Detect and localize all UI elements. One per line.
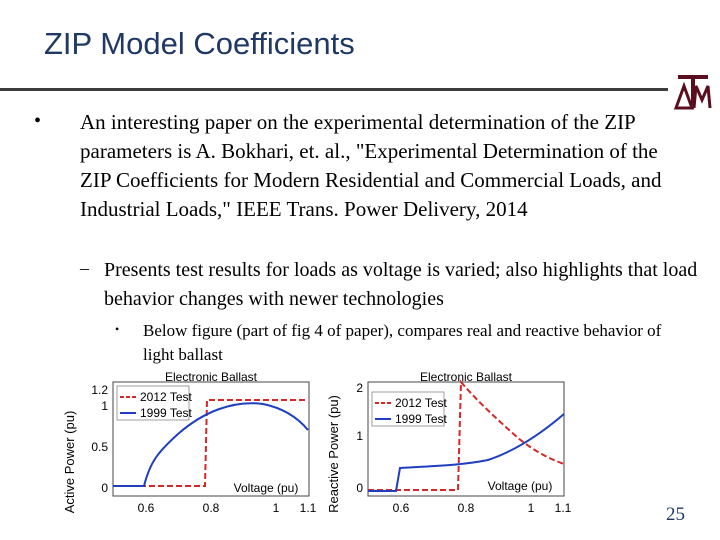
dash-bullet-icon: – — [80, 258, 89, 278]
left-xtick-3: 1.1 — [299, 501, 317, 515]
left-ytick-3: 1.2 — [91, 383, 108, 397]
right-legend-1999: 1999 Test — [395, 412, 447, 426]
left-xtick-2: 1 — [272, 501, 280, 515]
page-number: 25 — [666, 504, 685, 525]
ballast-figure — [58, 362, 588, 522]
left-xtick-1: 0.8 — [202, 501, 220, 515]
left-xtick-0: 0.6 — [137, 501, 155, 515]
left-title: Electronic Ballast — [164, 370, 258, 384]
left-panel — [62, 370, 317, 515]
left-ytick-0: 0 — [101, 481, 108, 495]
left-legend-1999: 1999 Test — [140, 406, 192, 420]
right-ylabel: Reactive Power (pu) — [326, 395, 341, 513]
left-ytick-1: 0.5 — [91, 440, 108, 454]
sub-sub-bullet-text: Below figure (part of fig 4 of paper), compares real and reactive behavior of light ballast — [143, 321, 662, 364]
right-ytick-0: 0 — [356, 481, 363, 495]
bullet-text: An interesting paper on the experimental determination of the ZIP parameters is A. Bokhari, et. al., "Experimental Determination of the ZIP Coefficients for Modern Residential and Commercial Loads, and Industrial Loads," IEEE Trans. Power Delivery, 2014 — [80, 110, 662, 221]
title-divider — [0, 88, 668, 91]
right-title: Electronic Ballast — [419, 370, 513, 384]
slide-title: ZIP Model Coefficients — [44, 26, 355, 61]
right-ytick-2: 2 — [356, 381, 363, 395]
right-xtick-3: 1.1 — [554, 501, 572, 515]
right-panel — [326, 370, 572, 515]
right-xtick-2: 1 — [527, 501, 535, 515]
left-ylabel: Active Power (pu) — [62, 410, 77, 514]
right-legend-2012: 2012 Test — [395, 396, 447, 410]
left-ytick-2: 1 — [101, 399, 108, 413]
bullet-icon: • — [34, 110, 42, 132]
right-xtick-0: 0.6 — [392, 501, 410, 515]
right-xtick-1: 0.8 — [457, 501, 475, 515]
university-logo — [672, 74, 714, 110]
right-xlabel: Voltage (pu) — [487, 479, 553, 493]
sub-bullet-text: Presents test results for loads as voltage is varied; also highlights that load behavior changes with newer technologies — [104, 259, 698, 310]
small-bullet-icon: • — [115, 322, 120, 336]
left-xlabel: Voltage (pu) — [233, 481, 299, 495]
right-ytick-1: 1 — [356, 429, 363, 443]
left-legend-2012: 2012 Test — [140, 390, 192, 404]
